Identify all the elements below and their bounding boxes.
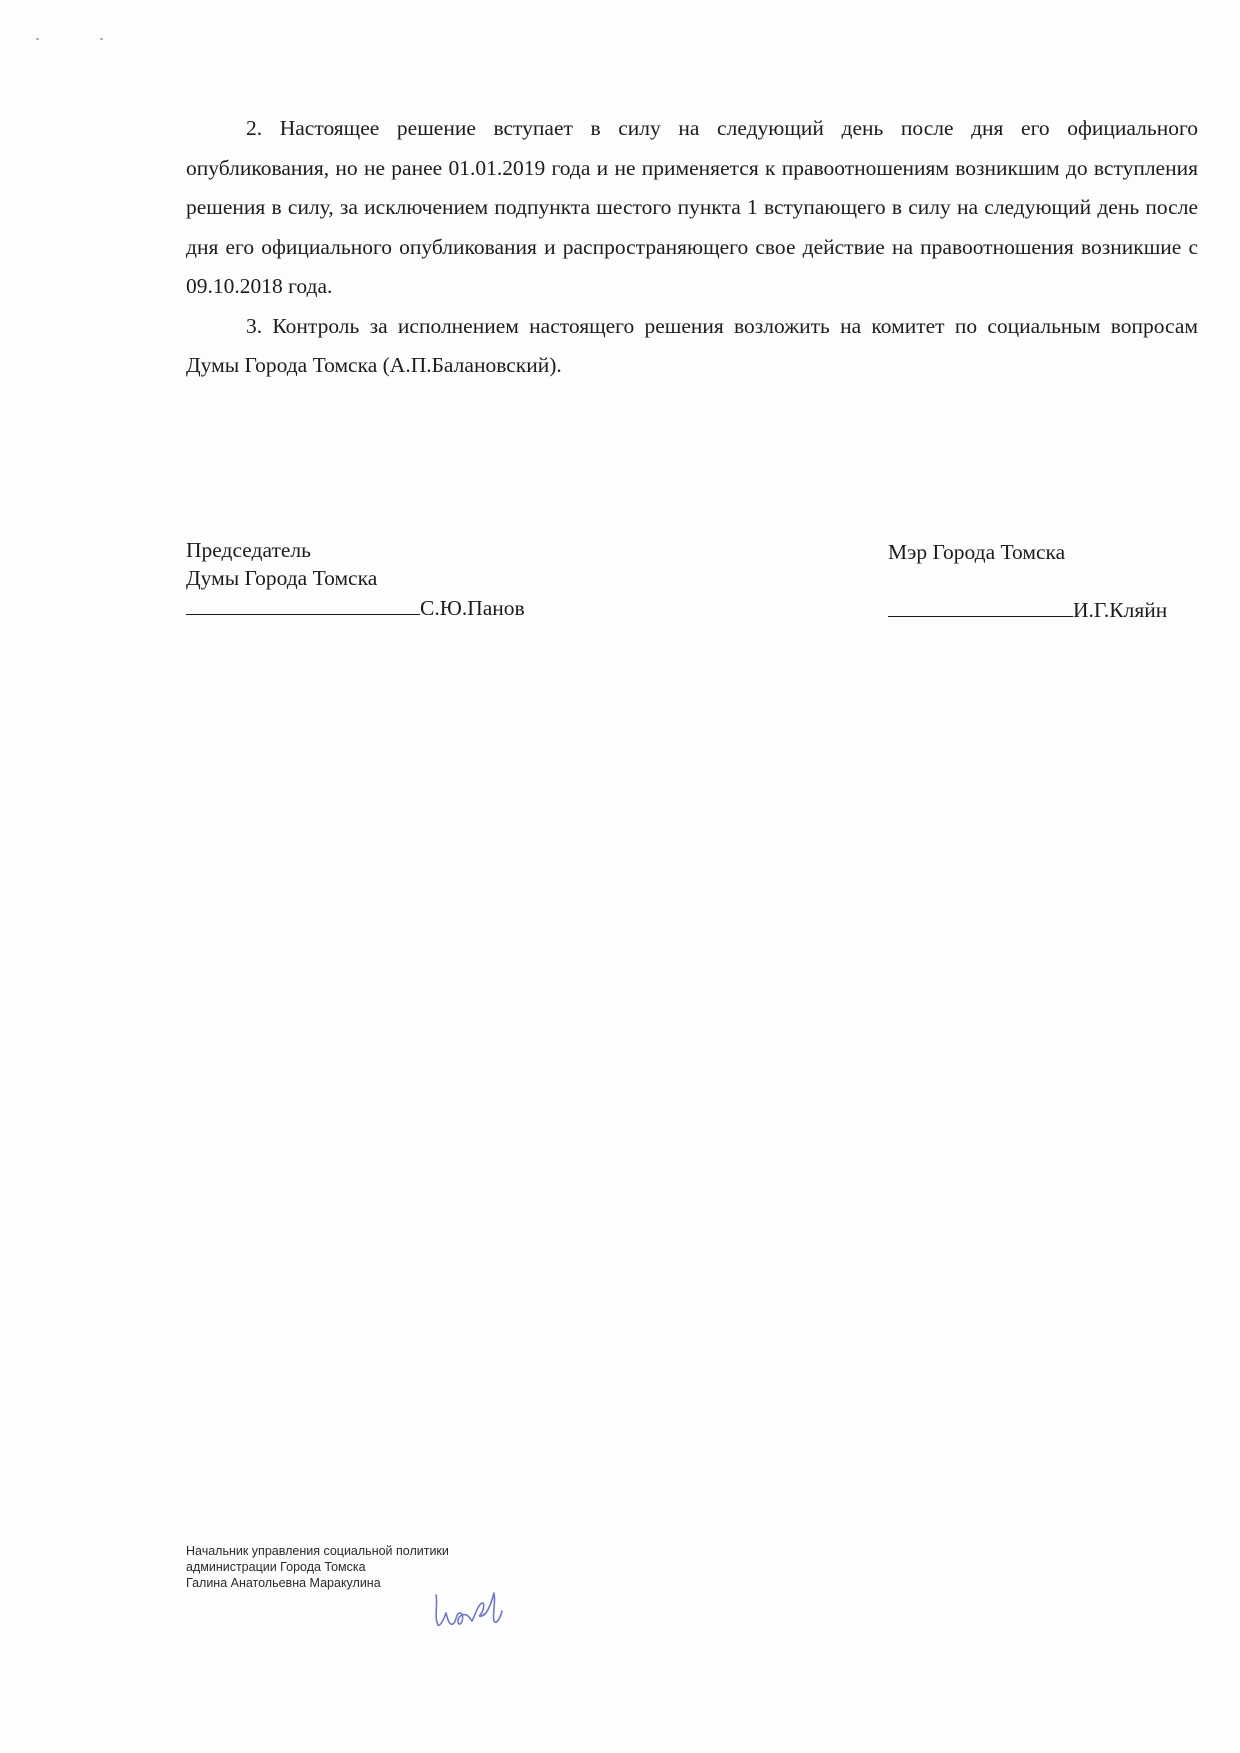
executor-organization: администрации Города Томска — [186, 1560, 366, 1574]
signature-block-chairman — [186, 536, 525, 622]
signature-row — [888, 594, 1167, 624]
signature-line — [888, 594, 1073, 617]
executor-position: Начальник управления социальной политики — [186, 1544, 449, 1558]
signatory-title: Думы Города Томска — [186, 566, 378, 590]
executor-name: Галина Анатольевна Маракулина — [186, 1576, 381, 1590]
signature-block-mayor — [888, 538, 1167, 624]
signature-row — [186, 592, 525, 622]
signature-line — [186, 592, 420, 615]
handwritten-signature — [430, 1583, 510, 1631]
signatory-name: И.Г.Кляйн — [1073, 598, 1168, 622]
scan-speck — [36, 38, 39, 40]
signatory-name: С.Ю.Панов — [420, 596, 525, 620]
paragraph-3: 3. Контроль за исполнением настоящего решения возложить на комитет по социальным вопросам Думы Города Томска (А.П.Балановский). — [186, 313, 1198, 377]
paragraph-2: 2. Настоящее решение вступает в силу на следующий день после дня его официального опубликования, но не ранее 01.01.2019 года и не применяется к правоотношениям возникшим до вступления решения в силу, за исключением подпункта шестого пункта 1 вступающего в силу на следующий день после дня его официального опубликования и распространяющего свое действие на правоотношения возникшие с 09.10.2018 года. — [186, 116, 1198, 298]
document-body — [186, 109, 1198, 386]
signatory-title: Председатель — [186, 538, 311, 562]
signatory-title: Мэр Города Томска — [888, 540, 1066, 564]
executor-note — [186, 1543, 449, 1591]
scan-speck — [100, 38, 103, 40]
